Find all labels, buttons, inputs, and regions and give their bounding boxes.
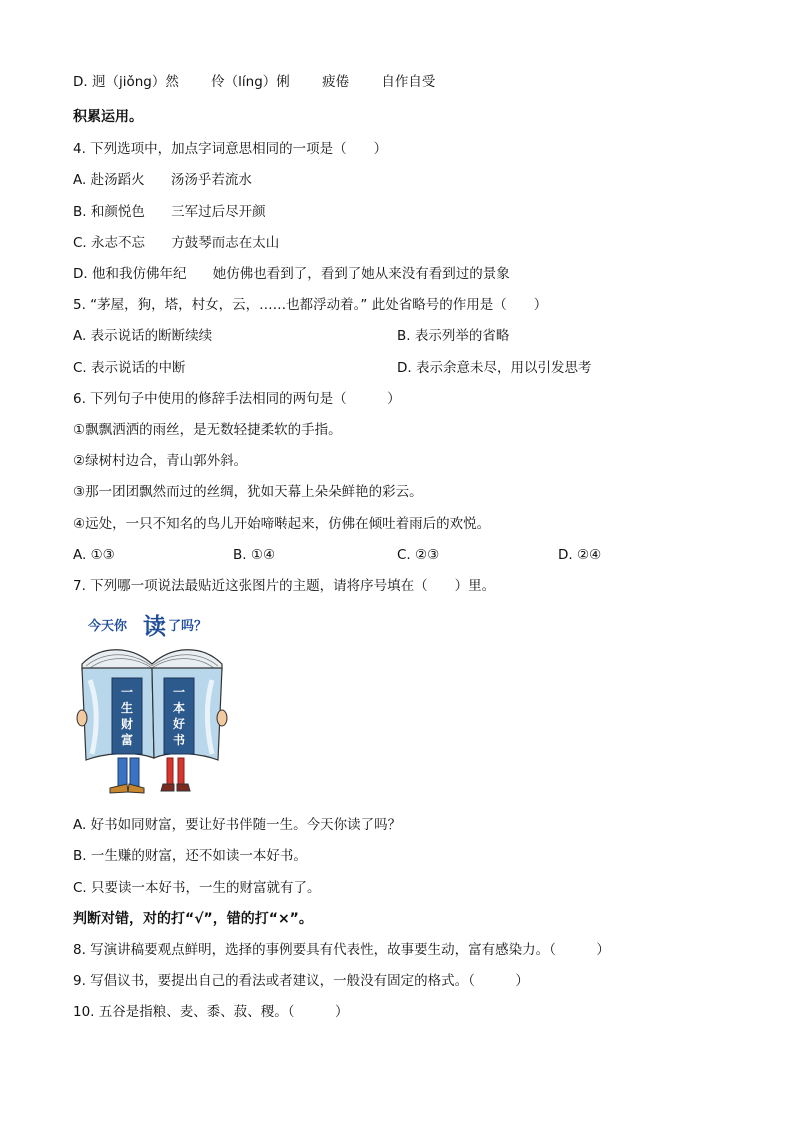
q7-stem: 7. 下列哪一项说法最贴近这张图片的主题，请将序号填在（ ）里。 [73, 578, 496, 594]
q6-sentence-2: ②绿树村边合，青山郭外斜。 [73, 453, 248, 469]
q4-c-phrase2: 方鼓琴而志在太山 [171, 235, 280, 251]
left-char-3: 财 [120, 717, 134, 731]
caption-text-a: 今天你 [88, 619, 128, 634]
q6-option-a: A. ①③ [73, 547, 115, 563]
left-char-4: 富 [120, 733, 134, 747]
q7-option-c: C. 只要读一本好书，一生的财富就有了。 [73, 880, 321, 896]
q3-d-word3: 疲倦 [322, 74, 350, 90]
q4-option-d [73, 265, 510, 283]
q9-statement: 9. 写倡议书，要提出自己的看法或者建议，一般没有固定的格式。（ ） [73, 973, 529, 989]
caption-text-big: 读 [143, 613, 166, 640]
q4-option-a [73, 171, 252, 189]
q6-stem: 6. 下列句子中使用的修辞手法相同的两句是（ ） [73, 391, 401, 407]
section-heading-accumulate: 积累运用。 [73, 109, 143, 125]
q4-a-phrase2: 汤汤乎若流水 [170, 172, 252, 188]
q7-option-a: A. 好书如同财富，要让好书伴随一生。今天你读了吗？ [73, 817, 402, 833]
q4-c-phrase1: C. 永志不忘 [73, 235, 146, 251]
q4-stem: 4. 下列选项中，加点字词意思相同的一项是（ ） [73, 141, 388, 157]
right-char-1: 一 [172, 685, 186, 699]
boy-shoe-right [128, 784, 144, 793]
q5-option-c: C. 表示说话的中断 [73, 360, 186, 376]
boy-leg-left [118, 758, 127, 786]
q4-a-phrase1: A. 赴汤蹈火 [73, 172, 145, 188]
q8-statement: 8. 写演讲稿要观点鲜明，选择的事例要具有代表性，故事要生动，富有感染力。（ ） [73, 942, 610, 958]
q4-d-phrase2: 她仿佛也看到了，看到了她从来没有看到过的景象 [212, 266, 510, 282]
book-pages-top [82, 650, 222, 670]
q5-stem: 5. “茅屋，狗，塔，村女，云，……也都浮动着。” 此处省略号的作用是（ ） [73, 297, 548, 313]
right-char-4: 书 [172, 733, 186, 747]
left-hand [77, 710, 87, 726]
left-char-1: 一 [120, 685, 134, 699]
boy-leg-right [130, 758, 139, 786]
q6-sentence-3: ③那一团团飘然而过的丝绸，犹如天幕上朵朵鲜艳的彩云。 [73, 484, 423, 500]
girl-leg-right [178, 758, 184, 784]
left-char-2: 生 [120, 701, 134, 715]
q5-option-b: B. 表示列举的省略 [397, 328, 510, 344]
illustration-svg [72, 608, 232, 800]
girl-leg-left [167, 758, 173, 784]
q7-option-b: B. 一生赚的财富，还不如读一本好书。 [73, 848, 307, 864]
right-char-2: 本 [172, 701, 186, 715]
q3-d-label: D. 迥（jiǒng）然 [73, 74, 179, 90]
reading-illustration [72, 608, 232, 800]
caption-text-b: 了吗？ [168, 619, 208, 634]
q4-d-phrase1: D. 他和我仿佛年纪 [73, 266, 187, 282]
q5-option-d: D. 表示余意未尽，用以引发思考 [397, 360, 592, 376]
q6-sentence-4: ④远处，一只不知名的鸟儿开始啼啭起来，仿佛在倾吐着雨后的欢悦。 [73, 516, 491, 532]
q4-option-c [73, 234, 279, 252]
q3-d-word4: 自作自受 [381, 74, 436, 90]
q6-option-b: B. ①④ [233, 547, 276, 563]
q4-b-phrase1: B. 和颜悦色 [73, 204, 145, 220]
q10-statement: 10. 五谷是指粮、麦、黍、菽、稷。（ ） [73, 1004, 349, 1020]
girl-shoe-left [161, 784, 174, 791]
q6-sentence-1: ①飘飘洒洒的雨丝，是无数轻捷柔软的手指。 [73, 422, 342, 438]
q3-option-d [73, 73, 435, 91]
right-hand [217, 710, 227, 726]
q6-option-c: C. ②③ [397, 547, 440, 563]
q4-option-b [73, 203, 266, 221]
girl-shoe-right [177, 784, 190, 791]
q3-d-word2: 伶（líng）俐 [211, 74, 290, 90]
q4-b-phrase2: 三军过后尽开颜 [171, 204, 266, 220]
q6-option-d: D. ②④ [558, 547, 602, 563]
q5-option-a: A. 表示说话的断断续续 [73, 328, 213, 344]
section-heading-judge: 判断对错，对的打“√”，错的打“×”。 [73, 911, 313, 927]
right-char-3: 好 [172, 717, 186, 731]
